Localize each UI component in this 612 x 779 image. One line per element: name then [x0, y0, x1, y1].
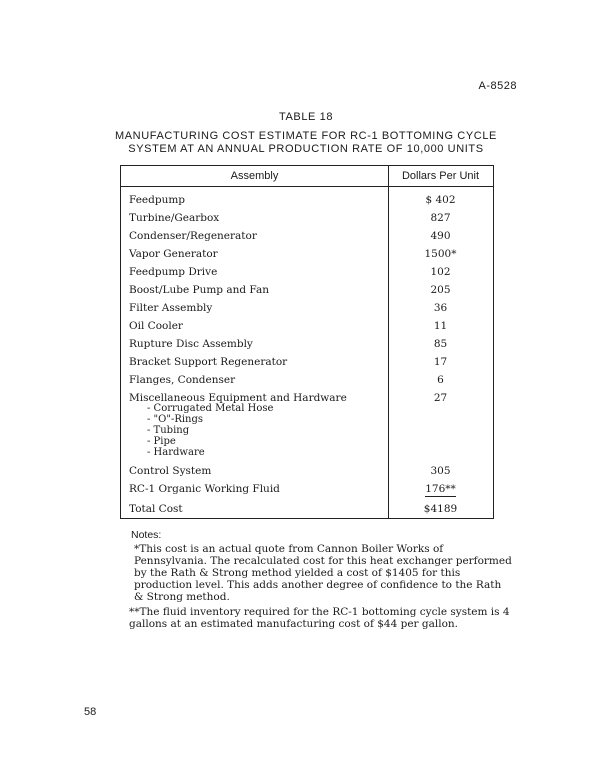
table-row: [121, 319, 493, 336]
row-value: 85: [433, 338, 448, 350]
header-assembly: Assembly: [230, 170, 279, 182]
note-1: *This cost is an actual quote from Cannon Boiler Works of Pennsylvania. The recalculated cost for this heat exchanger performed by the Rath & Strong method yielded a cost of $1405 for this production level. This adds another degree of confidence to the Rath & Strong method.: [134, 543, 512, 603]
table-row: [121, 229, 493, 246]
table-row: [121, 193, 493, 210]
row-label: Vapor Generator: [129, 248, 218, 260]
table-row: [121, 464, 493, 481]
row-label: Boost/Lube Pump and Fan: [129, 284, 270, 296]
table-row: [121, 355, 493, 372]
misc-subitem: - Hardware: [147, 447, 205, 458]
row-value: 27: [433, 392, 448, 404]
table-row: [121, 283, 493, 300]
row-value: 36: [433, 302, 448, 314]
table-row: [121, 247, 493, 264]
row-value: 205: [430, 284, 451, 296]
cost-table: [120, 165, 494, 519]
row-value: 176**: [425, 483, 456, 495]
table-row: [121, 373, 493, 390]
row-label: Flanges, Condenser: [129, 374, 236, 386]
misc-subitem: - Pipe: [147, 436, 176, 447]
row-label: Filter Assembly: [129, 302, 213, 314]
row-label: Oil Cooler: [129, 320, 183, 332]
table-row: [121, 211, 493, 228]
row-label: Turbine/Gearbox: [129, 212, 220, 224]
row-value: 102: [430, 266, 451, 278]
table-row: [121, 301, 493, 318]
row-value: $ 402: [425, 194, 456, 206]
row-value: 17: [433, 356, 448, 368]
total-row: [121, 502, 493, 519]
row-value: 305: [430, 465, 451, 477]
row-label: Bracket Support Regenerator: [129, 356, 288, 368]
header-dollars-per-unit: Dollars Per Unit: [401, 170, 480, 182]
row-label: Control System: [129, 465, 212, 477]
row-value: 827: [430, 212, 451, 224]
row-value: 1500*: [424, 248, 457, 260]
note-2: **The fluid inventory required for the RC-1 bottoming cycle system is 4 gallons at an estimated manufacturing cost of $44 per gallon.: [129, 606, 510, 630]
table-caption-line2: SYSTEM AT AN ANNUAL PRODUCTION RATE OF 10,000 UNITS: [128, 143, 484, 155]
row-label: Miscellaneous Equipment and Hardware: [129, 392, 347, 404]
row-label: Rupture Disc Assembly: [129, 338, 253, 350]
misc-subitem: - Corrugated Metal Hose: [147, 403, 274, 414]
table-header: [121, 166, 493, 187]
document-number: A-8528: [478, 80, 517, 92]
table-caption-line1: MANUFACTURING COST ESTIMATE FOR RC-1 BOTTOMING CYCLE: [114, 130, 497, 142]
page-number: 58: [84, 706, 97, 718]
row-label: Condenser/Regenerator: [129, 230, 257, 242]
table-row: [121, 337, 493, 354]
total-label: Total Cost: [129, 503, 183, 515]
misc-subitem: - "O"-Rings: [147, 414, 204, 425]
row-label: Feedpump Drive: [129, 266, 218, 278]
row-value: 6: [437, 374, 444, 386]
row-label: RC-1 Organic Working Fluid: [129, 483, 280, 495]
row-label: Feedpump: [129, 194, 186, 206]
row-value: 490: [430, 230, 451, 242]
notes-heading: Notes:: [131, 529, 162, 541]
table-row: [121, 482, 493, 499]
notes-section: [129, 529, 512, 630]
total-value: $4189: [423, 503, 458, 515]
row-value: 11: [433, 320, 448, 332]
misc-subitem: - Tubing: [147, 425, 190, 436]
table-row: [121, 265, 493, 282]
table-label: TABLE 18: [278, 111, 334, 123]
